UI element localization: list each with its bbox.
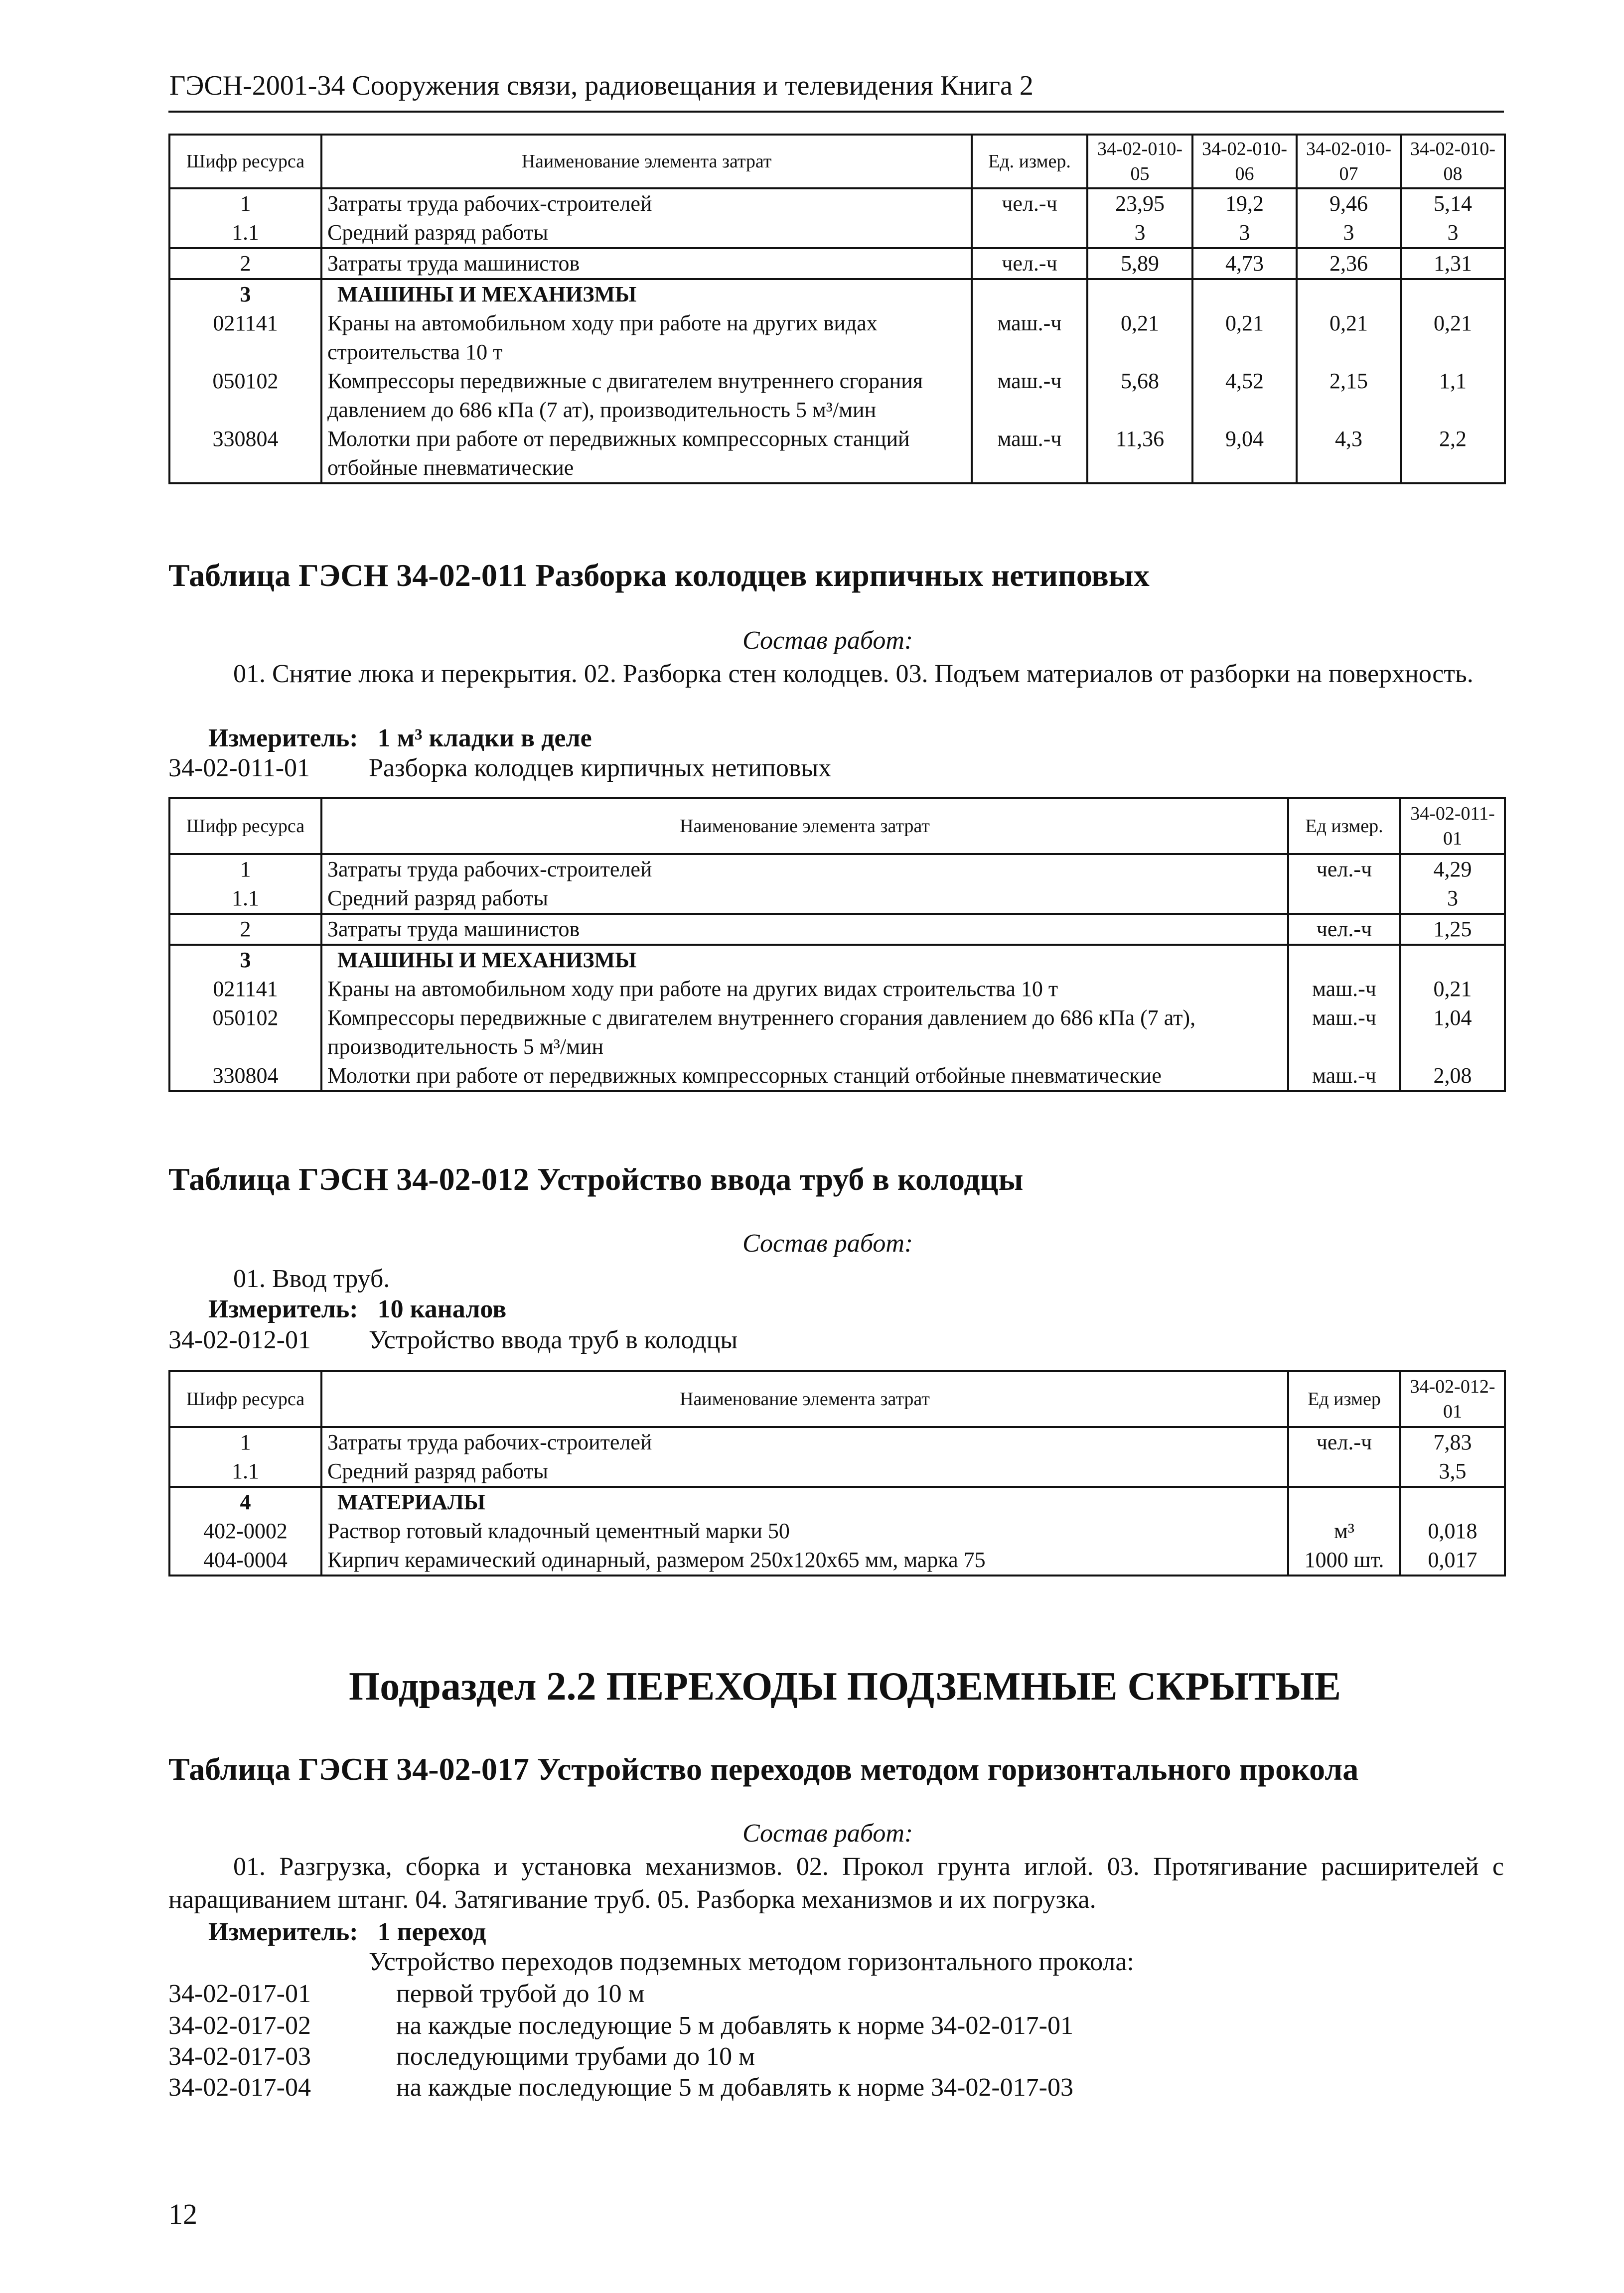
resource-table-012	[168, 1370, 1506, 1576]
resource-value: 1,1	[1401, 367, 1505, 425]
table-row	[169, 884, 1505, 914]
table-row	[169, 1546, 1505, 1576]
resource-value: 4,29	[1400, 854, 1505, 884]
resource-unit: маш.-ч	[1288, 1061, 1400, 1091]
resource-code: 3	[169, 945, 321, 975]
resource-name: Молотки при работе от передвижных компрессорных станций отбойные пневматические	[321, 425, 972, 483]
resource-name: Средний разряд работы	[321, 218, 972, 248]
resource-code: 330804	[169, 425, 321, 483]
resource-name: Затраты труда рабочих-строителей	[321, 854, 1288, 884]
header-rule	[168, 111, 1504, 113]
norm-name: на каждые последующие 5 м добавлять к норме 34-02-017-01	[396, 2011, 1073, 2040]
table-title-017: Таблица ГЭСН 34-02-017 Устройство переходов методом горизонтального прокола	[168, 1751, 1359, 1787]
resource-code: 050102	[169, 1003, 321, 1061]
section-heading: МАШИНЫ И МЕХАНИЗМЫ	[321, 279, 972, 309]
resource-code: 021141	[169, 975, 321, 1003]
resource-code: 1	[169, 854, 321, 884]
table-row	[169, 1517, 1505, 1546]
resource-value: 3	[1297, 218, 1401, 248]
norm-name: первой трубой до 10 м	[396, 1980, 645, 2008]
norm-name: Разборка колодцев кирпичных нетиповых	[369, 754, 832, 782]
section-heading: МАТЕРИАЛЫ	[321, 1487, 1288, 1517]
work-composition-label: Состав работ:	[742, 1229, 913, 1258]
resource-value: 2,08	[1400, 1061, 1505, 1091]
resource-value: 4,73	[1192, 248, 1297, 279]
col-header-name: Наименование элемента затрат	[321, 135, 972, 188]
work-composition-text: 01. Ввод труб.	[233, 1265, 390, 1293]
resource-name: Компрессоры передвижные с двигателем внутреннего сгорания давлением до 686 кПа (7 ат), производительность 5 м³/мин	[321, 367, 972, 425]
page-number: 12	[168, 2198, 197, 2230]
col-header-code: Шифр ресурса	[169, 135, 321, 188]
col-header-unit: Ед измер	[1288, 1371, 1400, 1427]
resource-name: Средний разряд работы	[321, 1457, 1288, 1487]
resource-value: 0,21	[1401, 309, 1505, 367]
resource-value: 4,52	[1192, 367, 1297, 425]
resource-value: 1,04	[1400, 1003, 1505, 1061]
norm-code: 34-02-017-02	[168, 2011, 311, 2040]
table-row	[169, 425, 1505, 483]
resource-unit: чел.-ч	[1288, 1427, 1400, 1457]
norm-code: 34-02-017-03	[168, 2042, 311, 2071]
resource-value: 0,018	[1400, 1517, 1505, 1546]
table-row	[169, 975, 1505, 1003]
section-heading: МАШИНЫ И МЕХАНИЗМЫ	[321, 945, 1288, 975]
resource-unit: чел.-ч	[1288, 914, 1400, 945]
resource-unit	[972, 218, 1087, 248]
resource-code: 1.1	[169, 884, 321, 914]
table-section-row	[169, 1487, 1505, 1517]
resource-code: 3	[169, 279, 321, 309]
table-row	[169, 1427, 1505, 1457]
resource-unit: маш.-ч	[972, 309, 1087, 367]
resource-value: 2,15	[1297, 367, 1401, 425]
col-header-name: Наименование элемента затрат	[321, 798, 1288, 854]
resource-value: 19,2	[1192, 188, 1297, 218]
resource-code: 050102	[169, 367, 321, 425]
measure-label: Измеритель:	[208, 724, 358, 752]
work-composition-text: 01. Снятие люка и перекрытия. 02. Разборка стен колодцев. 03. Подъем материалов от разборки на поверхность.	[233, 660, 1474, 688]
resource-value: 2,36	[1297, 248, 1401, 279]
measure-line	[208, 1294, 506, 1324]
resource-unit: маш.-ч	[972, 367, 1087, 425]
table-row	[169, 854, 1505, 884]
resource-unit: чел.-ч	[972, 248, 1087, 279]
resource-value: 1,31	[1401, 248, 1505, 279]
resource-value: 9,04	[1192, 425, 1297, 483]
norm-code: 34-02-017-04	[168, 2073, 311, 2102]
resource-name: Затраты труда машинистов	[321, 248, 972, 279]
resource-value: 2,2	[1401, 425, 1505, 483]
table-row	[169, 1457, 1505, 1487]
resource-unit	[1288, 1457, 1400, 1487]
col-header-norm: 34-02-012-01	[1400, 1371, 1505, 1427]
subsection-title: Подраздел 2.2 ПЕРЕХОДЫ ПОДЗЕМНЫЕ СКРЫТЫЕ	[349, 1665, 1341, 1709]
work-composition-label: Состав работ:	[742, 1819, 913, 1848]
resource-value: 9,46	[1297, 188, 1401, 218]
resource-name: Кирпич керамический одинарный, размером 250х120х65 мм, марка 75	[321, 1546, 1288, 1576]
resource-value: 5,68	[1087, 367, 1192, 425]
resource-value: 3	[1400, 884, 1505, 914]
resource-table-010	[168, 134, 1506, 484]
work-composition-text: 01. Разгрузка, сборка и установка механизмов. 02. Прокол грунта иглой. 03. Протягивание расширителей с наращиванием штанг. 04. Затягивание труб. 05. Разборка механизмов и их погрузка.	[168, 1853, 1504, 1914]
norm-name: последующими трубами до 10 м	[396, 2042, 755, 2071]
norm-code: 34-02-017-01	[168, 1980, 311, 2008]
resource-code: 402-0002	[169, 1517, 321, 1546]
resource-code: 404-0004	[169, 1546, 321, 1576]
resource-code: 021141	[169, 309, 321, 367]
measure-value: 1 переход	[377, 1918, 486, 1946]
table-title-012: Таблица ГЭСН 34-02-012 Устройство ввода труб в колодцы	[168, 1161, 1024, 1197]
resource-value: 3	[1192, 218, 1297, 248]
resource-name: Краны на автомобильном ходу при работе на других видах строительства 10 т	[321, 975, 1288, 1003]
resource-value: 5,89	[1087, 248, 1192, 279]
col-header-unit: Ед. измер.	[972, 135, 1087, 188]
measure-label: Измеритель:	[208, 1295, 358, 1323]
col-header-norm: 34-02-010-05	[1087, 135, 1192, 188]
table-row	[169, 188, 1505, 218]
table-row	[169, 248, 1505, 279]
col-header-norm: 34-02-010-06	[1192, 135, 1297, 188]
norm-code: 34-02-011-01	[168, 754, 310, 782]
resource-value: 3	[1401, 218, 1505, 248]
resource-name: Средний разряд работы	[321, 884, 1288, 914]
resource-value: 0,21	[1087, 309, 1192, 367]
resource-name: Раствор готовый кладочный цементный марки 50	[321, 1517, 1288, 1546]
resource-code: 1.1	[169, 218, 321, 248]
measure-line	[208, 723, 592, 753]
resource-value: 23,95	[1087, 188, 1192, 218]
resource-code: 1.1	[169, 1457, 321, 1487]
measure-line	[208, 1917, 486, 1947]
resource-value: 1,25	[1400, 914, 1505, 945]
col-header-norm: 34-02-010-08	[1401, 135, 1505, 188]
resource-name: Молотки при работе от передвижных компрессорных станций отбойные пневматические	[321, 1061, 1288, 1091]
col-header-code: Шифр ресурса	[169, 1371, 321, 1427]
resource-value: 3,5	[1400, 1457, 1505, 1487]
norm-name: на каждые последующие 5 м добавлять к норме 34-02-017-03	[396, 2073, 1073, 2102]
resource-name: Краны на автомобильном ходу при работе на других видах строительства 10 т	[321, 309, 972, 367]
norm-code: 34-02-012-01	[168, 1326, 311, 1354]
resource-table-011	[168, 797, 1506, 1092]
resource-unit: 1000 шт.	[1288, 1546, 1400, 1576]
norm-name: Устройство ввода труб в колодцы	[369, 1326, 738, 1354]
resource-name: Затраты труда машинистов	[321, 914, 1288, 945]
resource-name: Затраты труда рабочих-строителей	[321, 1427, 1288, 1457]
measure-value: 10 каналов	[377, 1295, 507, 1323]
resource-value: 0,21	[1400, 975, 1505, 1003]
table-row	[169, 218, 1505, 248]
col-header-unit: Ед измер.	[1288, 798, 1400, 854]
resource-value: 11,36	[1087, 425, 1192, 483]
resource-code: 1	[169, 188, 321, 218]
measure-label: Измеритель:	[208, 1918, 358, 1946]
resource-unit: маш.-ч	[1288, 1003, 1400, 1061]
resource-value: 0,017	[1400, 1546, 1505, 1576]
table-row	[169, 367, 1505, 425]
work-composition-label: Состав работ:	[742, 626, 913, 655]
resource-name: Затраты труда рабочих-строителей	[321, 188, 972, 218]
resource-value: 5,14	[1401, 188, 1505, 218]
resource-code: 330804	[169, 1061, 321, 1091]
table-row	[169, 1003, 1505, 1061]
col-header-norm: 34-02-010-07	[1297, 135, 1401, 188]
table-row	[169, 914, 1505, 945]
col-header-name: Наименование элемента затрат	[321, 1371, 1288, 1427]
table-row	[169, 309, 1505, 367]
col-header-norm: 34-02-011-01	[1400, 798, 1505, 854]
norm-group-intro: Устройство переходов подземных методом горизонтального прокола:	[369, 1948, 1134, 1976]
measure-value: 1 м³ кладки в деле	[377, 724, 592, 752]
resource-unit	[1288, 884, 1400, 914]
resource-code: 1	[169, 1427, 321, 1457]
resource-unit: м³	[1288, 1517, 1400, 1546]
col-header-code: Шифр ресурса	[169, 798, 321, 854]
running-header: ГЭСН-2001-34 Сооружения связи, радиовещания и телевидения Книга 2	[169, 70, 1033, 101]
resource-unit: маш.-ч	[972, 425, 1087, 483]
resource-unit: чел.-ч	[1288, 854, 1400, 884]
table-section-row	[169, 945, 1505, 975]
resource-value: 4,3	[1297, 425, 1401, 483]
resource-code: 2	[169, 248, 321, 279]
resource-value: 7,83	[1400, 1427, 1505, 1457]
resource-code: 2	[169, 914, 321, 945]
table-section-row	[169, 279, 1505, 309]
resource-unit: маш.-ч	[1288, 975, 1400, 1003]
resource-code: 4	[169, 1487, 321, 1517]
resource-value: 3	[1087, 218, 1192, 248]
resource-value: 0,21	[1192, 309, 1297, 367]
resource-value: 0,21	[1297, 309, 1401, 367]
resource-name: Компрессоры передвижные с двигателем внутреннего сгорания давлением до 686 кПа (7 ат), производительность 5 м³/мин	[321, 1003, 1288, 1061]
table-row	[169, 1061, 1505, 1091]
table-title-011: Таблица ГЭСН 34-02-011 Разборка колодцев кирпичных нетиповых	[168, 558, 1150, 593]
resource-unit: чел.-ч	[972, 188, 1087, 218]
